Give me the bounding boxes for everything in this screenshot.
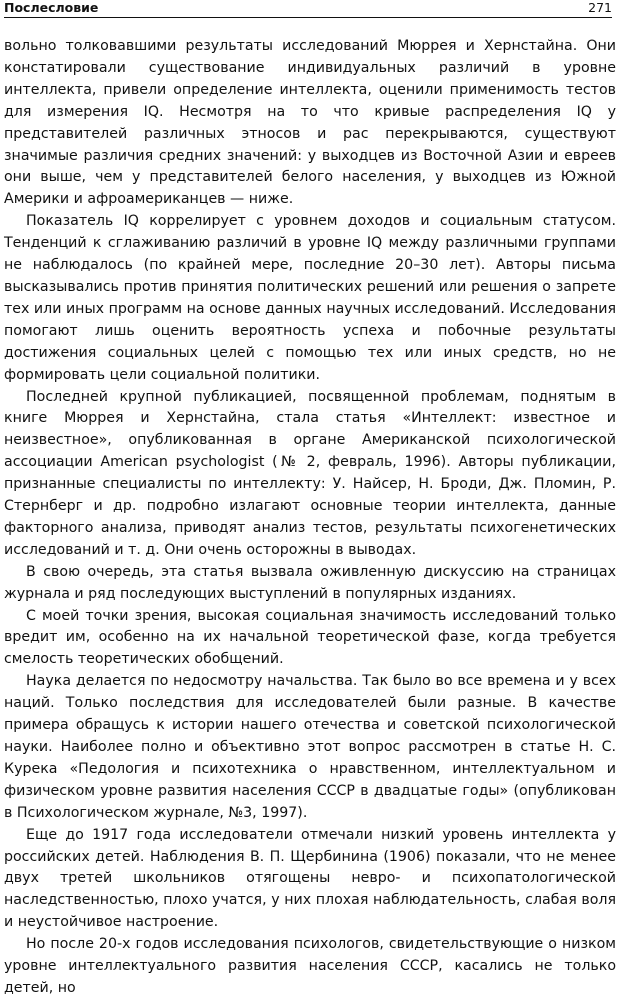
paragraph-continued: вольно толковавшими результаты исследований Мюррея и Хернстайна. Они констатировали существование индивидуальных различий в уровне интеллекта, привели определение интеллекта, оценили применимость тестов для измерения IQ. Несмотря на то что кривые распределения IQ у представителей различных этносов и рас перекрываются, существуют значимые различия средних значений: у выходцев из Восточной Азии и евреев они выше, чем у представителей белого населения, у выходцев из Южной Америки и афроамериканцев — ниже. (4, 38, 616, 208)
paragraph: Еще до 1917 года исследователи отмечали низкий уровень интеллекта у российских детей. Наблюдения В. П. Щербинина (1906) показали, что не менее двух третей школьников отягощены невро- и психопатологической наследственностью, плохо учатся, у них плохая наблюдательность, слабая воля и неустойчивое настроение. (4, 826, 616, 931)
paragraph: В свою очередь, эта статья вызвала оживленную дискуссию на страницах журнала и ряд последующих выступлений в популярных изданиях. (4, 563, 616, 602)
section-title: Послесловие (4, 0, 99, 15)
running-header (4, 0, 612, 18)
paragraph: С моей точки зрения, высокая социальная значимость исследований только вредит им, особенно на их начальной теоретической фазе, когда требуется смелость теоретических обобщений. (4, 607, 616, 668)
paragraph-continues: Но после 20-х годов исследования психологов, свидетельствующие о низком уровне интеллектуального развития населения СССР, касались не только детей, но (4, 936, 616, 996)
body-text (4, 36, 616, 1000)
paragraph: Показатель IQ коррелирует с уровнем доходов и социальным статусом. Тенденций к сглаживанию различий в уровне IQ между различными группами не наблюдалось (по крайней мере, последние 20–30 лет). Авторы письма высказывались против принятия политических решений или решения о запрете тех или иных программ на основе данных научных исследований. Исследования помогают лишь оценить вероятность успеха и побочные результаты достижения социальных целей с помощью тех или иных средств, но не формировать цели социальной политики. (4, 213, 616, 383)
page-number: 271 (588, 0, 612, 15)
paragraph: Наука делается по недосмотру начальства. Так было во все времена и у всех наций. Только последствия для исследователей были разные. В качестве примера обращусь к истории нашего отечества и советской психологической науки. Наиболее полно и объективно этот вопрос рассмотрен в статье Н. С. Курека «Педология и психотехника о нравственном, интеллектуальном и физическом уровне развития населения СССР в двадцатые годы» (опубликован в Психологическом журнале, №3, 1997). (4, 673, 616, 821)
paragraph: Последней крупной публикацией, посвященной проблемам, поднятым в книге Мюррея и Хернстайна, стала статья «Интеллект: известное и неизвестное», опубликованная в органе Американской психологической ассоциации American psychologist (№ 2, февраль, 1996). Авторы публикации, признанные специалисты по интеллекту: У. Найсер, Н. Броди, Дж. Пломин, Р. Стернберг и др. подробно излагают основные теории интеллекта, данные факторного анализа, приводят анализ тестов, результаты психогенетических исследований и т. д. Они очень осторожны в выводах. (4, 388, 616, 558)
